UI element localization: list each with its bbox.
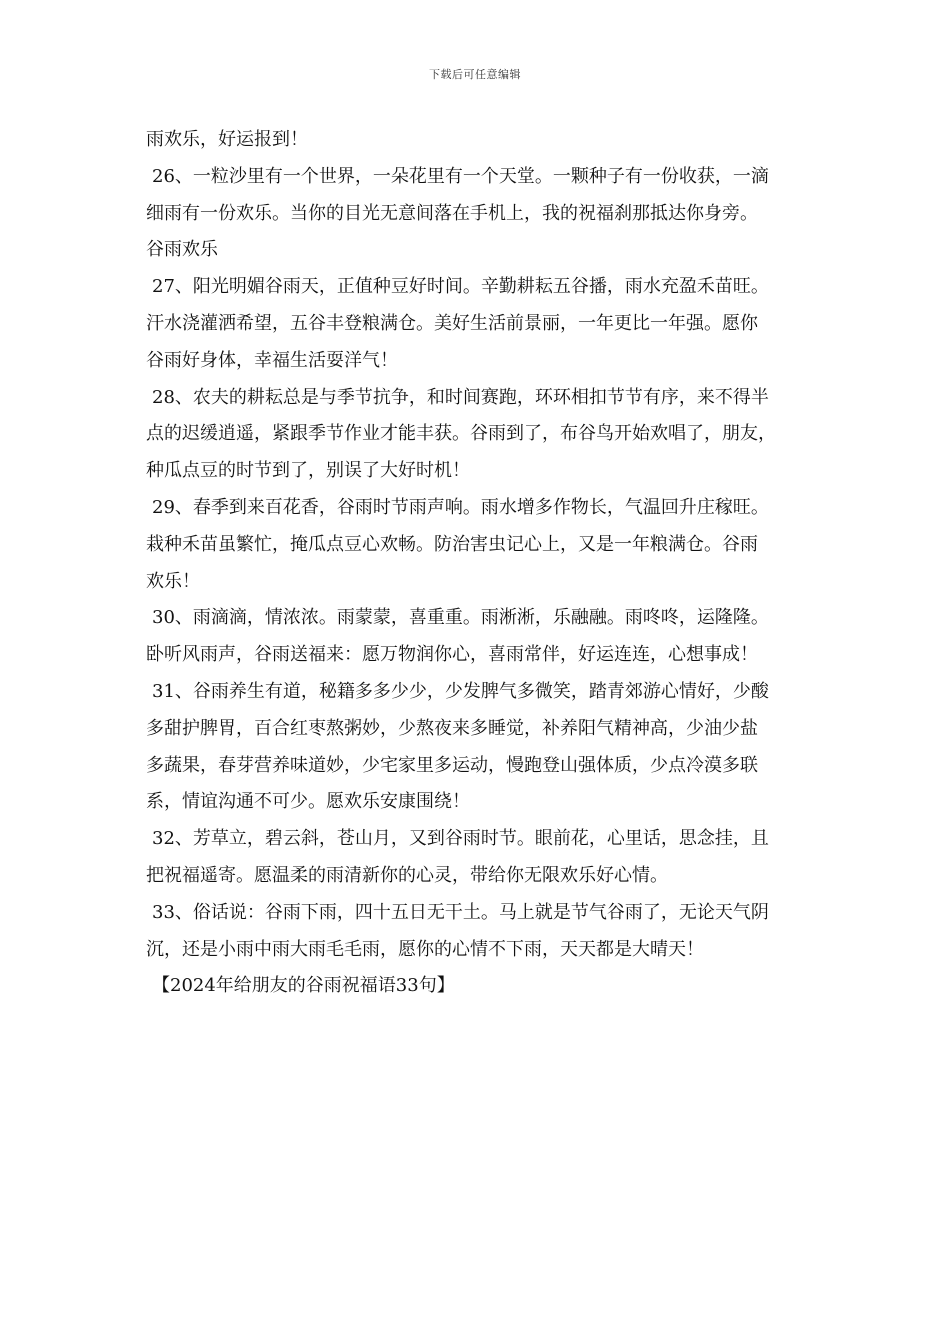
document-body — [146, 122, 814, 1005]
text-line: 谷雨欢乐 — [146, 239, 218, 261]
text-line: 33、俗话说：谷雨下雨，四十五日无干土。马上就是节气谷雨了，无论天气阴 — [152, 901, 769, 923]
text-line: 29、春季到来百花香，谷雨时节雨声响。雨水增多作物长，气温回升庄稼旺。 — [152, 496, 769, 518]
text-line: 雨欢乐，好运报到！ — [146, 129, 308, 150]
document-title-footer: 【2024年给朋友的谷雨祝福语33句】 — [152, 975, 455, 997]
text-line: 栽种禾苗虽繁忙，掩瓜点豆心欢畅。防治害虫记心上，又是一年粮满仓。谷雨 — [146, 533, 758, 555]
text-line: 28、农夫的耕耘总是与季节抗争，和时间赛跑，环环相扣节节有序，来不得半 — [152, 386, 769, 408]
text-line: 31、谷雨养生有道，秘籍多多少少，少发脾气多微笑，踏青郊游心情好，少酸 — [152, 680, 769, 702]
text-line: 30、雨滴滴，情浓浓。雨蒙蒙，喜重重。雨淅淅，乐融融。雨咚咚，运隆隆。 — [152, 607, 769, 629]
text-line: 卧听风雨声，谷雨送福来：愿万物润你心，喜雨常伴，好运连连，心想事成！ — [146, 644, 758, 666]
text-line: 种瓜点豆的时节到了，别误了大好时机！ — [146, 460, 470, 482]
text-line: 谷雨好身体，幸福生活耍洋气！ — [146, 349, 398, 371]
text-line: 细雨有一份欢乐。当你的目光无意间落在手机上，我的祝福刹那抵达你身旁。 — [146, 202, 758, 224]
text-line: 把祝福遥寄。愿温柔的雨清新你的心灵，带给你无限欢乐好心情。 — [146, 864, 668, 886]
text-line: 32、芳草立，碧云斜，苍山月，又到谷雨时节。眼前花，心里话，思念挂，且 — [152, 828, 769, 850]
text-line: 沉，还是小雨中雨大雨毛毛雨，愿你的心情不下雨，天天都是大晴天！ — [146, 938, 704, 960]
text-line: 27、阳光明媚谷雨天，正值种豆好时间。辛勤耕耘五谷播，雨水充盈禾苗旺。 — [152, 276, 769, 298]
text-line: 26、一粒沙里有一个世界，一朵花里有一个天堂。一颗种子有一份收获，一滴 — [152, 165, 769, 187]
text-line: 系，情谊沟通不可少。愿欢乐安康围绕！ — [146, 791, 470, 813]
text-line: 欢乐！ — [146, 570, 200, 592]
text-line: 点的迟缓逍遥，紧跟季节作业才能丰获。谷雨到了，布谷鸟开始欢唱了，朋友， — [146, 423, 776, 445]
text-line: 多甜护脾胃，百合红枣熬粥妙，少熬夜来多睡觉，补养阳气精神高，少油少盐 — [146, 717, 758, 739]
text-line: 汗水浇灌洒希望，五谷丰登粮满仓。美好生活前景丽，一年更比一年强。愿你 — [146, 312, 758, 334]
page-header: 下载后可任意编辑 — [429, 68, 521, 81]
text-line: 多蔬果，春芽营养味道妙，少宅家里多运动，慢跑登山强体质，少点冷漠多联 — [146, 754, 758, 776]
